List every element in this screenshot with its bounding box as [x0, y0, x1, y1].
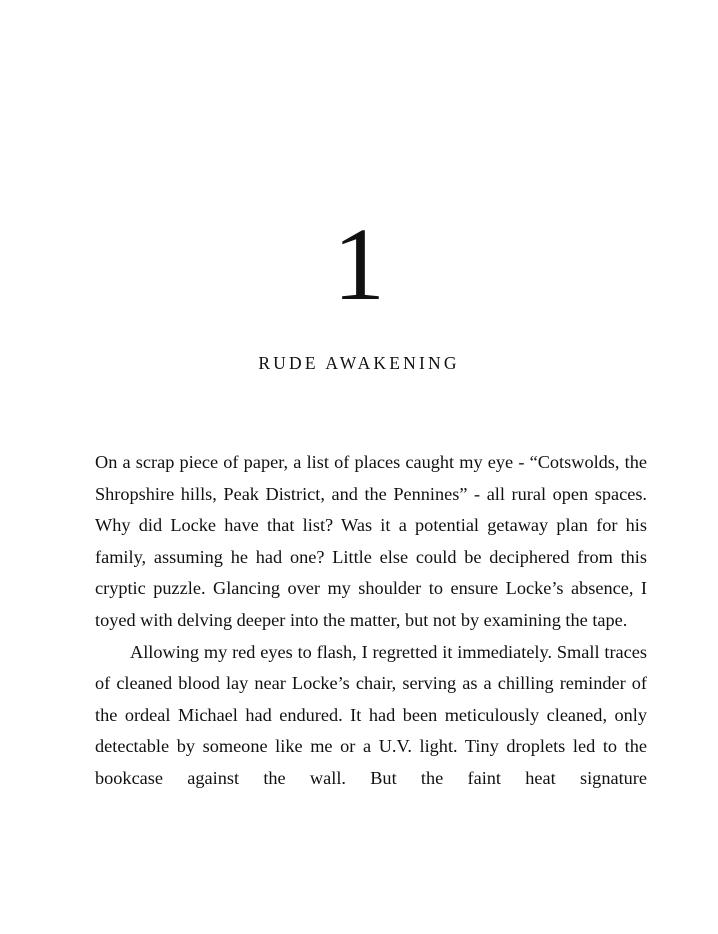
paragraph-2: Allowing my red eyes to flash, I regretted it immediately. Small traces of cleaned blood lay near Locke’s chair, serving as a chilling reminder of the ordeal Michael had endured. It had been meticulously cleaned, only detectable by someone like me or a U.V. light. Tiny droplets led to the bookcase against the wall. But the faint heat signature	[95, 641, 647, 788]
chapter-body	[95, 447, 647, 795]
paragraph-1: On a scrap piece of paper, a list of places caught my eye - “Cotswolds, the Shropshire hills, Peak District, and the Pennines” - all rural open spaces. Why did Locke have that list? Was it a potential getaway plan for his family, assuming he had one? Little else could be deciphered from this cryptic puzzle. Glancing over my shoulder to ensure Locke’s absence, I toyed with delving deeper into the matter, but not by examining the tape.	[95, 452, 647, 630]
chapter-title: RUDE AWAKENING	[258, 353, 460, 373]
chapter-number: 1	[333, 207, 385, 322]
